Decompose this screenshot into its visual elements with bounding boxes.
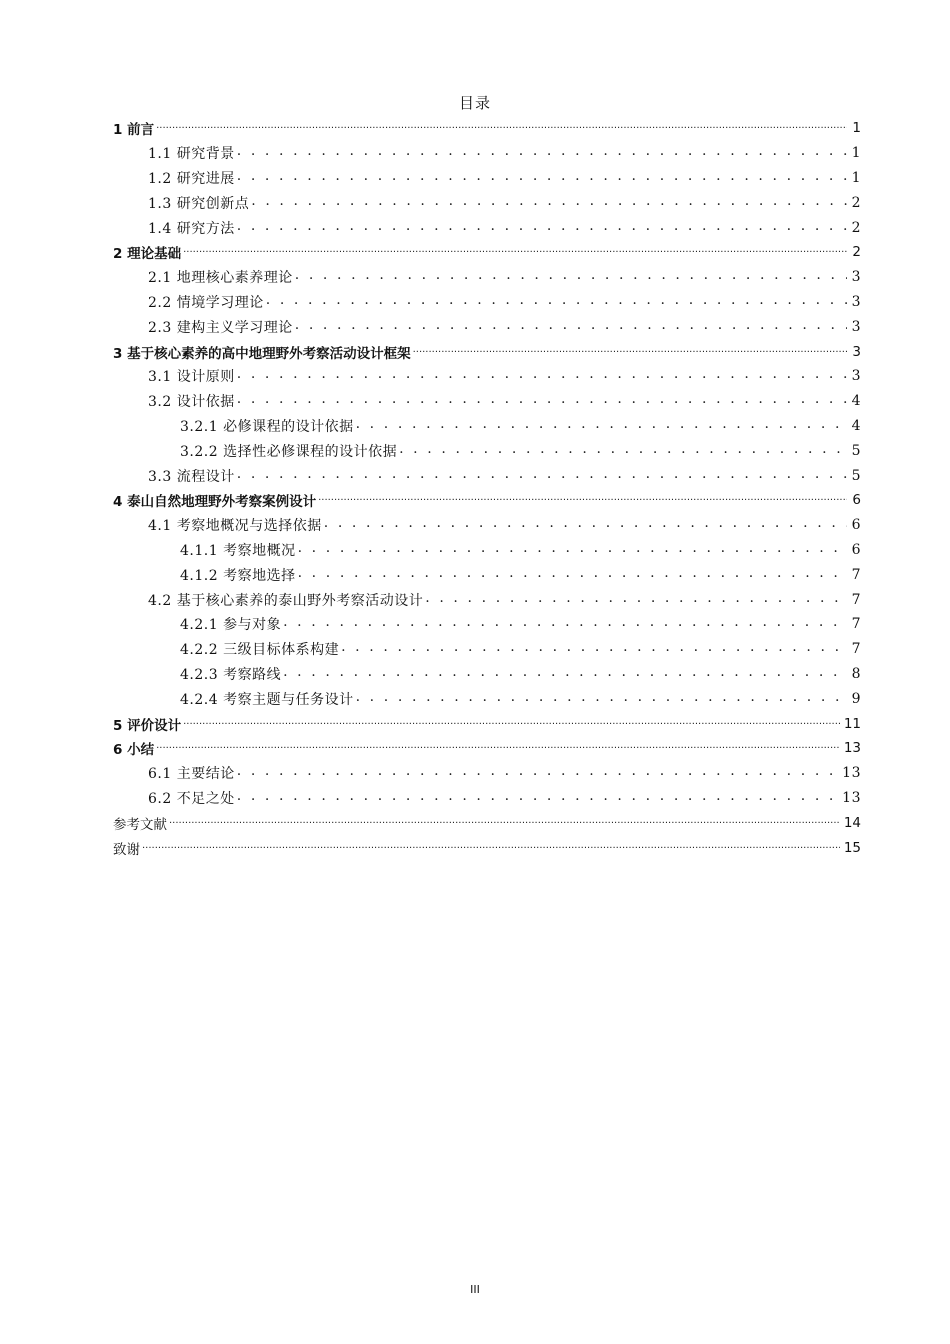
toc-entry[interactable] [113, 389, 861, 414]
toc-entry-label: 参考文献 [113, 816, 167, 833]
toc-entry-label: 5 评价设计 [113, 717, 182, 734]
toc-entry-label: 4.2.1 参与对象 [180, 617, 282, 634]
toc-dot-leader [295, 269, 847, 285]
toc-entry[interactable] [113, 686, 861, 711]
toc-entry-page-number: 7 [851, 591, 861, 608]
toc-entry-label: 6.1 主要结论 [148, 766, 235, 783]
toc-entry[interactable] [113, 662, 861, 687]
toc-entry-page-number: 11 [843, 715, 861, 732]
toc-entry[interactable] [113, 810, 861, 835]
toc-entry-label: 1.4 研究方法 [148, 220, 235, 237]
toc-entry-page-number: 8 [851, 665, 861, 682]
toc-entry-label: 2 理论基础 [113, 246, 182, 263]
toc-entry[interactable] [113, 141, 861, 166]
page-number-footer: III [470, 1283, 480, 1296]
toc-dot-leader [237, 393, 847, 409]
toc-entry-page-number: 6 [851, 517, 861, 534]
toc-entry-label: 2.1 地理核心素养理论 [148, 270, 293, 287]
toc-entry-label: 3.2.1 必修课程的设计依据 [180, 418, 354, 435]
toc-entry[interactable] [113, 612, 861, 637]
toc-entry-label: 2.3 建构主义学习理论 [148, 319, 293, 336]
toc-entry-page-number: 9 [851, 690, 861, 707]
toc-entry-page-number: 13 [843, 740, 861, 757]
toc-entry-page-number: 7 [851, 566, 861, 583]
toc-entry[interactable] [113, 215, 861, 240]
toc-dot-leader [283, 616, 847, 632]
toc-dot-leader [237, 368, 847, 384]
toc-entry-page-number: 4 [851, 393, 861, 410]
toc-entry-page-number: 3 [851, 269, 861, 286]
toc-title: 目录 [458, 94, 491, 112]
toc-entry-page-number: 3 [851, 368, 861, 385]
toc-dot-leader [318, 492, 847, 508]
toc-entry-page-number: 3 [852, 343, 861, 360]
toc-entry-page-number: 14 [843, 814, 861, 831]
toc-entry-label: 2.2 情境学习理论 [148, 294, 264, 311]
toc-entry-page-number: 4 [851, 417, 861, 434]
toc-entry-page-number: 3 [851, 293, 861, 310]
toc-dot-leader [169, 815, 840, 831]
toc-dot-leader [183, 716, 840, 732]
toc-entry-label: 3.3 流程设计 [148, 468, 235, 485]
toc-dot-leader [413, 344, 847, 360]
toc-dot-leader [324, 517, 847, 533]
toc-entry[interactable] [113, 538, 861, 563]
toc-dot-leader [356, 418, 847, 434]
toc-entry-label: 3.2 设计依据 [148, 394, 235, 411]
toc-dot-leader [266, 294, 847, 310]
toc-entry-label: 6.2 不足之处 [148, 790, 235, 807]
toc-dot-leader [237, 468, 847, 484]
toc-entry[interactable] [113, 786, 861, 811]
toc-entry-page-number: 6 [851, 541, 861, 558]
toc-entry[interactable] [113, 711, 861, 736]
toc-entry-label: 3.1 设计原则 [148, 369, 235, 386]
toc-entry-label: 4 泰山自然地理野外考察案例设计 [113, 494, 317, 511]
toc-dot-leader [142, 840, 840, 856]
toc-entry[interactable] [113, 513, 861, 538]
toc-dot-leader [237, 170, 847, 186]
toc-dot-leader [425, 592, 847, 608]
toc-entry-label: 3.2.2 选择性必修课程的设计依据 [180, 443, 398, 460]
toc-entry-page-number: 1 [851, 145, 861, 162]
toc-entry[interactable] [113, 587, 861, 612]
toc-entry-label: 4.2 基于核心素养的泰山野外考察活动设计 [148, 592, 424, 609]
toc-entry[interactable] [113, 637, 861, 662]
table-of-contents [113, 116, 861, 860]
toc-entry-page-number: 7 [851, 641, 861, 658]
toc-entry-page-number: 7 [851, 616, 861, 633]
toc-entry[interactable] [113, 761, 861, 786]
toc-entry-label: 6 小结 [113, 742, 155, 759]
toc-entry[interactable] [113, 488, 861, 513]
toc-entry-page-number: 3 [851, 318, 861, 335]
toc-entry-label: 致谢 [113, 841, 140, 858]
toc-entry-label: 1.3 研究创新点 [148, 195, 250, 212]
toc-entry-label: 1 前言 [113, 122, 155, 139]
toc-entry[interactable] [113, 166, 861, 191]
toc-dot-leader [156, 740, 840, 756]
toc-dot-leader [237, 220, 847, 236]
toc-entry-label: 1.2 研究进展 [148, 170, 235, 187]
toc-entry-label: 4.1.1 考察地概况 [180, 542, 296, 559]
toc-entry[interactable] [113, 116, 861, 141]
toc-entry[interactable] [113, 463, 861, 488]
toc-entry[interactable] [113, 562, 861, 587]
toc-entry[interactable] [113, 835, 861, 860]
toc-entry[interactable] [113, 240, 861, 265]
toc-entry-page-number: 13 [842, 789, 861, 806]
toc-dot-leader [298, 542, 847, 558]
toc-entry[interactable] [113, 736, 861, 761]
toc-dot-leader [237, 765, 838, 781]
toc-dot-leader [356, 691, 847, 707]
toc-entry-label: 3 基于核心素养的高中地理野外考察活动设计框架 [113, 345, 411, 362]
toc-entry[interactable] [113, 314, 861, 339]
toc-entry-label: 4.2.4 考察主题与任务设计 [180, 691, 354, 708]
toc-entry[interactable] [113, 414, 861, 439]
toc-entry[interactable] [113, 190, 861, 215]
toc-entry-page-number: 6 [852, 492, 861, 509]
toc-entry[interactable] [113, 265, 861, 290]
toc-entry[interactable] [113, 339, 861, 364]
toc-dot-leader [237, 145, 847, 161]
toc-entry-page-number: 1 [851, 169, 861, 186]
toc-dot-leader [298, 567, 847, 583]
toc-entry-page-number: 1 [852, 120, 861, 137]
toc-entry-label: 4.2.3 考察路线 [180, 666, 282, 683]
toc-dot-leader [295, 319, 847, 335]
toc-entry-page-number: 2 [851, 219, 861, 236]
toc-entry[interactable] [113, 438, 861, 463]
toc-entry-page-number: 2 [851, 194, 861, 211]
toc-dot-leader [399, 443, 847, 459]
toc-entry-label: 4.2.2 三级目标体系构建 [180, 642, 340, 659]
toc-dot-leader [341, 641, 847, 657]
toc-dot-leader [156, 120, 847, 136]
toc-entry-page-number: 2 [852, 244, 861, 261]
toc-entry-page-number: 5 [851, 467, 861, 484]
toc-entry-label: 1.1 研究背景 [148, 146, 235, 163]
toc-entry-page-number: 5 [851, 442, 861, 459]
toc-dot-leader [237, 790, 838, 806]
toc-entry-page-number: 13 [842, 765, 861, 782]
toc-dot-leader [183, 244, 847, 260]
toc-entry[interactable] [113, 364, 861, 389]
toc-dot-leader [283, 666, 847, 682]
toc-entry-label: 4.1.2 考察地选择 [180, 567, 296, 584]
toc-entry-page-number: 15 [843, 839, 861, 856]
toc-entry-label: 4.1 考察地概况与选择依据 [148, 518, 322, 535]
toc-entry[interactable] [113, 290, 861, 315]
toc-dot-leader [251, 195, 847, 211]
